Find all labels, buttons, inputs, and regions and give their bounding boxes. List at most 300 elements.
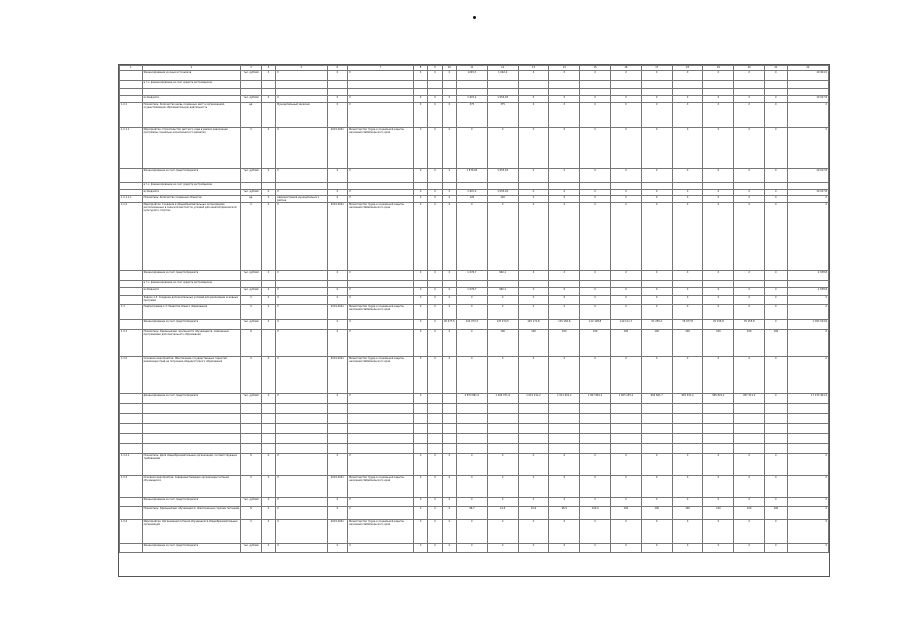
table-cell (765, 183, 788, 190)
table-cell: 1.2.2 (120, 203, 143, 271)
table-cell: Х (442, 128, 456, 169)
table-cell: 100 (549, 330, 580, 357)
table-cell: Х (261, 357, 275, 394)
table-cell (428, 81, 442, 89)
table-cell (734, 89, 765, 96)
table-cell: Х (276, 203, 327, 271)
table-cell: Х (580, 103, 611, 128)
table-cell: Министерство труда и социальной защиты населения Забайкальского края (348, 203, 414, 271)
table-cell: Х (549, 190, 580, 196)
table-cell: Х (765, 394, 788, 404)
table-cell (580, 89, 611, 96)
table-cell (120, 81, 143, 89)
table-cell: Х (261, 71, 275, 81)
table-cell: Х (580, 476, 611, 498)
table-cell (734, 444, 765, 454)
table-cell: Х (442, 169, 456, 183)
table-cell (261, 444, 275, 454)
table-cell: Х (734, 169, 765, 183)
table-cell: Х (276, 498, 327, 507)
table-cell: 10 017,8 (787, 169, 828, 183)
column-number-cell: 4 (261, 66, 275, 71)
table-cell: Х (442, 103, 456, 128)
table-cell (549, 89, 580, 96)
table-cell: Х (703, 296, 734, 305)
table-cell: 100 (641, 507, 672, 520)
table-cell: Х (734, 203, 765, 271)
table-cell: 1.3 (120, 305, 143, 320)
table-cell: Х (734, 288, 765, 296)
table-cell (276, 444, 327, 454)
table-cell: тыс. рублей (241, 394, 262, 404)
table-cell (641, 444, 672, 454)
table-cell: Х (641, 498, 672, 507)
table-cell: 1 053,18 (487, 190, 518, 196)
table-cell: Х (580, 169, 611, 183)
table-cell (734, 414, 765, 424)
table-row (120, 424, 829, 434)
table-cell: 1 007 861,2 (580, 394, 611, 404)
table-cell (276, 434, 327, 444)
table-cell: из бюджета (142, 96, 241, 103)
table-cell: Х (327, 288, 348, 296)
table-cell: тыс. рублей (241, 320, 262, 330)
table-cell: Х (241, 128, 262, 169)
table-cell (120, 507, 143, 520)
column-number-cell: 19 (703, 66, 734, 71)
table-cell: 100 (672, 507, 703, 520)
table-cell (672, 434, 703, 444)
table-cell: Х (611, 454, 642, 476)
table-cell: 1 076,7 (456, 288, 487, 296)
table-cell: 100 (641, 330, 672, 357)
table-cell (549, 81, 580, 89)
table-cell: Х (672, 476, 703, 498)
table-cell: в т.ч. финансирование за счет средств застройщиков (142, 81, 241, 89)
column-number-cell: 9 (428, 66, 442, 71)
table-cell: 1.3.3 (120, 476, 143, 498)
table-cell (456, 434, 487, 444)
table-cell: Х (641, 271, 672, 281)
table-cell (765, 404, 788, 414)
table-cell: Х (442, 357, 456, 394)
table-cell: Х (703, 190, 734, 196)
table-cell: Х (442, 271, 456, 281)
table-cell: Х (549, 544, 580, 553)
table-row (120, 281, 829, 288)
table-cell (641, 81, 672, 89)
table-cell (142, 444, 241, 454)
table-cell: Х (611, 305, 642, 320)
table-cell: Х (518, 196, 549, 203)
table-cell (487, 183, 518, 190)
table-cell: Х (580, 498, 611, 507)
table-cell: тыс. рублей (241, 271, 262, 281)
table-cell: Х (549, 498, 580, 507)
table-cell: Х (672, 71, 703, 81)
table-cell (580, 444, 611, 454)
table-cell: Х (428, 203, 442, 271)
table-cell: Х (611, 357, 642, 394)
table-cell: Администрация муниципального района (276, 196, 327, 203)
table-cell: Х (611, 196, 642, 203)
table-cell (120, 544, 143, 553)
table-cell: Х (261, 394, 275, 404)
table-cell: Х (327, 454, 348, 476)
table-cell (120, 498, 143, 507)
table-cell: 100 (765, 330, 788, 357)
table-cell (672, 89, 703, 96)
table-cell: 957 311,3 (734, 394, 765, 404)
table-row (120, 444, 829, 454)
table-cell (734, 404, 765, 414)
table-cell (580, 183, 611, 190)
table-cell: Х (734, 103, 765, 128)
table-cell (241, 281, 262, 288)
table-cell: Показатель: Удельный вес обучающихся, обеспеченных горячим питанием (142, 507, 241, 520)
table-cell: Х (276, 454, 327, 476)
table-cell: 2 038,8 (787, 271, 828, 281)
table-cell: Министерство труда и социальной защиты населения Забайкальского края (348, 520, 414, 544)
table-cell: Х (549, 476, 580, 498)
table-row (120, 357, 829, 394)
table-cell: Х (672, 169, 703, 183)
table-row (120, 507, 829, 520)
table-cell: Х (261, 96, 275, 103)
table-cell (120, 169, 143, 183)
table-row (120, 81, 829, 89)
table-cell: Х (518, 271, 549, 281)
table-cell: Финансирование за счет средств бюджета (142, 498, 241, 507)
table-cell: Х (703, 476, 734, 498)
table-cell (276, 404, 327, 414)
table-cell: Х (580, 520, 611, 544)
table-cell (261, 330, 275, 357)
table-cell: Х (518, 357, 549, 394)
table-cell (327, 281, 348, 288)
table-cell: Х (413, 320, 427, 330)
table-cell (787, 183, 828, 190)
table-cell: Х (442, 288, 456, 296)
table-cell: Х (348, 288, 414, 296)
table-cell (241, 81, 262, 89)
table-cell: Финансирование за счет средств бюджета (142, 169, 241, 183)
table-cell (734, 81, 765, 89)
table-cell: 20 277,5 (442, 320, 456, 330)
table-cell (787, 281, 828, 288)
table-cell (765, 444, 788, 454)
table-cell (456, 444, 487, 454)
table-cell (120, 296, 143, 305)
table-cell (580, 424, 611, 434)
table-cell: Х (261, 128, 275, 169)
table-cell (120, 183, 143, 190)
table-cell (672, 414, 703, 424)
table-cell: Х (413, 305, 427, 320)
table-cell: Х (428, 296, 442, 305)
table-cell: Подпрограмма 1.3: Развитие общего образования (142, 305, 241, 320)
table-cell: Х (413, 71, 427, 81)
table-cell (120, 96, 143, 103)
table-cell: Х (549, 454, 580, 476)
table-cell: Х (428, 476, 442, 498)
table-cell: Х (765, 520, 788, 544)
table-cell: Х (348, 454, 414, 476)
table-cell: Х (765, 305, 788, 320)
column-number-cell: 14 (549, 66, 580, 71)
table-cell: Х (549, 520, 580, 544)
table-cell (672, 183, 703, 190)
table-cell (456, 404, 487, 414)
table-cell: Х (442, 507, 456, 520)
table-cell: Х (611, 169, 642, 183)
table-cell (703, 424, 734, 434)
table-cell (765, 81, 788, 89)
table-cell: Х (261, 476, 275, 498)
table-cell: Показатель: Количество вновь созданных мест в организациях, осуществляющих образовательную деятельность (142, 103, 241, 128)
table-cell: Х (765, 128, 788, 169)
table-cell: % (241, 507, 262, 520)
table-cell: 1.3.2 (120, 357, 143, 394)
table-cell: Х (428, 128, 442, 169)
column-number-cell: 18 (672, 66, 703, 71)
table-cell: 1.2.1.1.1 (120, 196, 143, 203)
table-cell (241, 444, 262, 454)
table-cell (641, 281, 672, 288)
table-cell: Х (413, 288, 427, 296)
table-cell: 141 073,3 (456, 320, 487, 330)
table-cell: Х (580, 454, 611, 476)
table-cell: Х (672, 128, 703, 169)
table-cell (456, 81, 487, 89)
table-cell: 1.3.4 (120, 520, 143, 544)
table-cell: Х (442, 498, 456, 507)
table-cell: Х (734, 128, 765, 169)
table-cell: Х (703, 544, 734, 553)
table-cell: 10 017,8 (787, 190, 828, 196)
table-row (120, 103, 829, 128)
table-cell: Х (261, 498, 275, 507)
table-cell: Х (413, 271, 427, 281)
table-cell (442, 81, 456, 89)
table-cell: Х (276, 357, 327, 394)
table-cell (442, 434, 456, 444)
table-cell: Х (765, 96, 788, 103)
table-cell: Х (456, 544, 487, 553)
table-cell: Х (611, 128, 642, 169)
table-cell (518, 89, 549, 96)
table-cell: Х (487, 454, 518, 476)
table-cell (442, 183, 456, 190)
table-cell: Х (348, 169, 414, 183)
table-row (120, 320, 829, 330)
table-cell: Х (734, 498, 765, 507)
table-cell: 96,7 (456, 507, 487, 520)
table-cell (348, 281, 414, 288)
table-cell (327, 183, 348, 190)
table-cell: Х (765, 203, 788, 271)
table-cell: 15,6 (518, 507, 549, 520)
table-cell (120, 89, 143, 96)
table-cell (611, 183, 642, 190)
table-cell (442, 424, 456, 434)
table-cell: Х (276, 288, 327, 296)
table-cell: Х (442, 190, 456, 196)
table-cell: Задача 1.3: Создание дополнительных условий для реализации основных программ (142, 296, 241, 305)
table-cell (120, 434, 143, 444)
table-cell: Х (580, 357, 611, 394)
table-cell: Х (327, 498, 348, 507)
table-cell: Х (487, 305, 518, 320)
table-cell: Х (641, 357, 672, 394)
table-cell: Х (765, 544, 788, 553)
table-cell: Х (487, 498, 518, 507)
table-cell: Министерство труда и социальной защиты населения Забайкальского края (348, 128, 414, 169)
table-cell: 2019-2021 (327, 203, 348, 271)
table-cell: Х (261, 288, 275, 296)
table-cell: Х (672, 305, 703, 320)
table-cell: Х (428, 507, 442, 520)
table-cell: Х (580, 296, 611, 305)
table-cell: Х (672, 498, 703, 507)
table-cell: Х (428, 357, 442, 394)
table-cell (456, 89, 487, 96)
table-cell: Х (518, 544, 549, 553)
table-cell: 375 (456, 103, 487, 128)
table-cell: Х (703, 96, 734, 103)
table-cell: Х (641, 103, 672, 128)
table-cell: Х (456, 357, 487, 394)
table-cell: Х (703, 454, 734, 476)
table-cell: Х (327, 394, 348, 404)
table-cell (765, 414, 788, 424)
table-cell (413, 434, 427, 444)
table-cell: Х (413, 544, 427, 553)
table-cell (413, 404, 427, 414)
table-cell: Х (428, 498, 442, 507)
table-cell: тыс. рублей (241, 498, 262, 507)
table-cell: Х (487, 357, 518, 394)
table-cell: Х (276, 544, 327, 553)
table-cell: Х (787, 128, 828, 169)
table-cell: Х (703, 520, 734, 544)
table-cell: Х (413, 96, 427, 103)
table-cell: Х (672, 190, 703, 196)
table-cell (276, 183, 327, 190)
table-cell: Х (703, 71, 734, 81)
table-cell: 1.2.1 (120, 103, 143, 128)
table-cell (428, 394, 442, 404)
table-cell (580, 404, 611, 414)
table-cell: Х (787, 196, 828, 203)
table-cell (261, 183, 275, 190)
table-cell: Показатель: Удельный вес численности обучающихся, охваченных программами дополнительного образования (142, 330, 241, 357)
table-cell: Х (765, 169, 788, 183)
table-cell (703, 434, 734, 444)
table-cell (518, 414, 549, 424)
table-cell: Х (765, 103, 788, 128)
table-row (120, 520, 829, 544)
table-cell: Х (276, 169, 327, 183)
table-cell: Х (641, 190, 672, 196)
table-cell: Х (413, 128, 427, 169)
table-cell: Х (261, 296, 275, 305)
table-cell: Х (549, 203, 580, 271)
table-cell: 962,1 (487, 288, 518, 296)
table-cell: Х (765, 190, 788, 196)
table-cell (765, 434, 788, 444)
table-cell: Х (765, 498, 788, 507)
table-cell: Х (413, 330, 427, 357)
table-cell: Х (734, 357, 765, 394)
table-cell: Х (413, 196, 427, 203)
table-cell: 147 274,5 (487, 320, 518, 330)
table-cell (549, 424, 580, 434)
table-cell (734, 183, 765, 190)
table-cell: Показатель: Доля общеобразовательных организаций, соответствующих требованиям (142, 454, 241, 476)
table-row (120, 434, 829, 444)
table-cell (348, 424, 414, 434)
table-cell (518, 404, 549, 414)
table-cell: Х (787, 476, 828, 498)
table-cell: 76 155,8 (734, 320, 765, 330)
table-cell: тыс. рублей (241, 190, 262, 196)
table-cell: Х (580, 544, 611, 553)
table-cell: Х (413, 476, 427, 498)
table-cell (413, 444, 427, 454)
table-cell: Х (456, 330, 487, 357)
table-cell: Х (518, 476, 549, 498)
table-cell: Х (428, 103, 442, 128)
table-cell: Х (348, 498, 414, 507)
table-cell (703, 183, 734, 190)
table-cell: Х (703, 128, 734, 169)
table-cell (487, 414, 518, 424)
table-cell: Х (327, 196, 348, 203)
table-row (120, 128, 829, 169)
table-cell (487, 434, 518, 444)
table-cell: Х (787, 305, 828, 320)
table-cell (327, 404, 348, 414)
table-cell: Х (703, 196, 734, 203)
table-cell: Х (276, 96, 327, 103)
table-cell: Х (487, 128, 518, 169)
table-cell: Х (261, 507, 275, 520)
table-cell: в т.ч. финансирование за счет средств застройщиков (142, 183, 241, 190)
table-cell: Х (549, 196, 580, 203)
table-cell: Х (413, 520, 427, 544)
table-cell (703, 281, 734, 288)
table-cell (549, 183, 580, 190)
column-number-cell: 2 (142, 66, 241, 71)
table-cell: Министерство труда и социальной защиты населения Забайкальского края (348, 476, 414, 498)
table-cell: Х (549, 305, 580, 320)
table-cell: Х (580, 196, 611, 203)
column-number-cell: 13 (518, 66, 549, 71)
table-cell: Х (734, 296, 765, 305)
table-cell (142, 424, 241, 434)
table-row (120, 296, 829, 305)
table-cell (672, 444, 703, 454)
table-cell: 962,1 (487, 271, 518, 281)
table-cell: Х (703, 288, 734, 296)
table-cell: Х (428, 305, 442, 320)
table-cell (428, 414, 442, 424)
table-cell (428, 183, 442, 190)
table-cell: Х (487, 476, 518, 498)
table-cell: Х (276, 128, 327, 169)
table-cell: Х (276, 296, 327, 305)
